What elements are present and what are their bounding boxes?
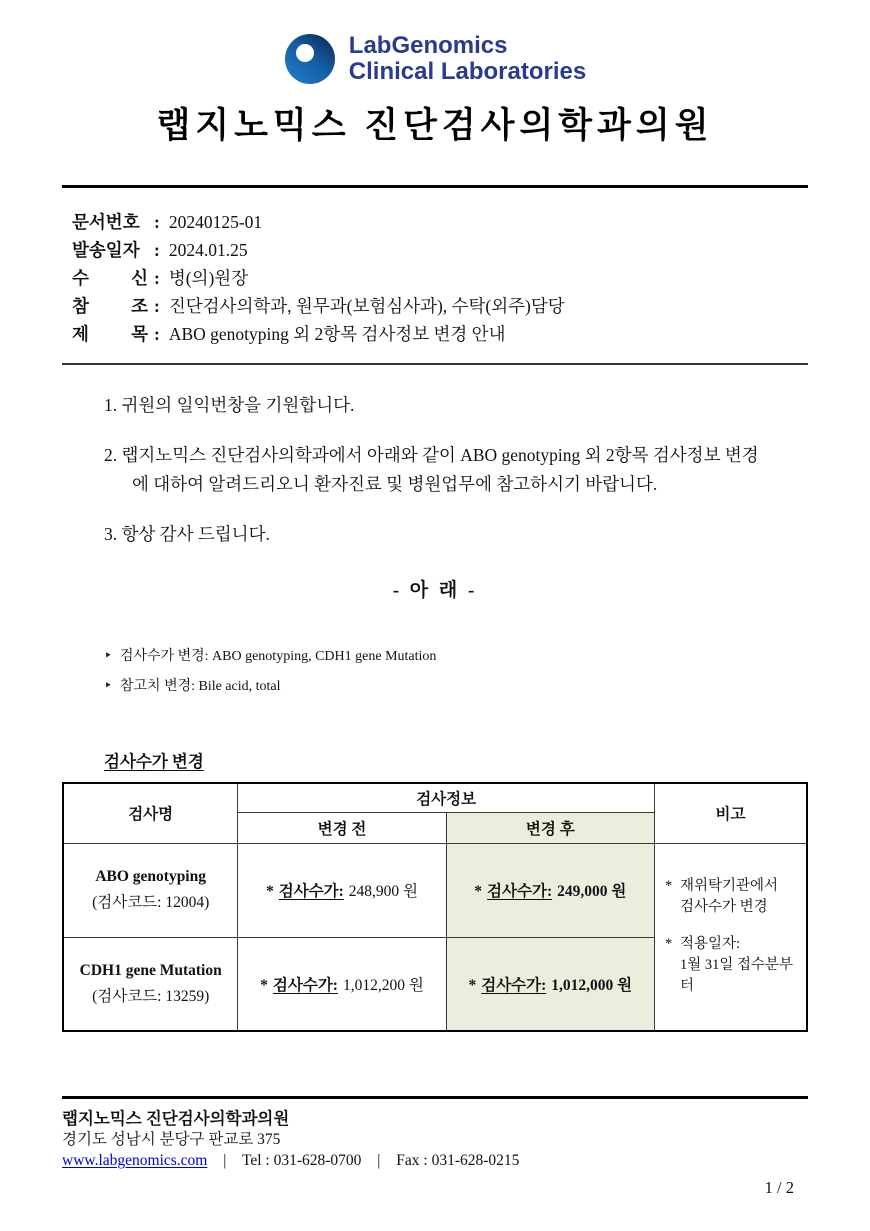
logo	[0, 0, 870, 85]
fee-label: 검사수가:	[487, 883, 553, 900]
fee-change-table	[62, 782, 808, 1032]
meta-label: 수 신	[72, 268, 148, 288]
test-code: (검사코드: 13259)	[92, 987, 210, 1005]
page-title: 랩지노믹스 진단검사의학과의원	[156, 106, 714, 145]
meta-divider	[62, 363, 808, 365]
logo-text	[349, 33, 586, 84]
column-header-test-info: 검사정보	[238, 783, 655, 812]
list-item-fee-change	[104, 642, 808, 672]
footer-fax: Fax : 031-628-0215	[396, 1152, 520, 1169]
remark-note-1	[665, 876, 800, 918]
list-item-text: 검사수가 변경: ABO genotyping, CDH1 gene Mutation	[120, 649, 437, 664]
after-fee-cell	[446, 843, 654, 937]
change-summary-list	[62, 642, 808, 702]
below-divider-label: - 아 래 -	[392, 580, 478, 601]
table-row-abo-genotyping	[63, 843, 807, 937]
top-divider	[62, 185, 808, 188]
table-section-heading: 검사수가 변경	[104, 752, 204, 771]
asterisk-marker: *	[664, 936, 673, 953]
triangle-bullet-icon: ‣	[104, 649, 113, 664]
body-text	[62, 391, 808, 549]
document-meta	[62, 208, 808, 348]
meta-label: 발송일자	[72, 240, 140, 260]
meta-value: 20240125-01	[168, 212, 263, 232]
asterisk-marker: *	[265, 883, 274, 900]
remark-note-2	[665, 934, 800, 997]
meta-label: 문서번호	[72, 212, 140, 232]
body-paragraph-2: 2. 랩지노믹스 진단검사의학과에서 아래와 같이 ABO genotyping 외 2항목 검사정보 변경에 대하여 알려드리오니 환자진료 및 병원업무에 참고하시기 바랍니다.	[104, 445, 759, 494]
test-code: (검사코드: 12004)	[92, 894, 210, 911]
fee-label: 검사수가:	[272, 976, 338, 994]
asterisk-marker: *	[260, 976, 268, 994]
asterisk-marker: *	[664, 878, 673, 895]
meta-value: 병(의)원장	[168, 268, 249, 288]
footer-divider	[62, 1096, 808, 1099]
list-item-text: 참고치 변경: Bile acid, total	[120, 679, 281, 694]
remark-line: 적용일자:	[679, 936, 741, 953]
column-header-test-name: 검사명	[63, 783, 238, 843]
fee-amount: 248,900 원	[348, 883, 419, 900]
fee-amount: 1,012,000 원	[551, 976, 633, 994]
meta-row-send-date	[72, 236, 808, 264]
remark-line: 1월 31일 접수분부터	[679, 957, 794, 995]
meta-colon: :	[154, 296, 160, 316]
remark-cell	[654, 843, 807, 1031]
before-fee-cell	[238, 843, 446, 937]
logo-line1: LabGenomics	[348, 32, 508, 60]
meta-colon: :	[154, 212, 160, 232]
fee-amount: 1,012,200 원	[342, 976, 424, 994]
meta-row-subject	[72, 320, 808, 348]
body-paragraph-3: 3. 항상 감사 드립니다.	[104, 524, 270, 544]
column-header-remark: 비고	[654, 783, 807, 843]
asterisk-marker: *	[474, 883, 483, 900]
remark-line: 재위탁기관에서	[679, 878, 779, 895]
separator: |	[377, 1152, 381, 1169]
test-name: CDH1 gene Mutation	[79, 961, 222, 979]
logo-line2: Clinical Laboratories	[348, 58, 587, 85]
page-footer	[62, 1096, 808, 1198]
asterisk-marker: *	[468, 976, 477, 994]
footer-tel: Tel : 031-628-0700	[241, 1152, 362, 1169]
before-fee-cell	[238, 937, 446, 1031]
fee-amount: 249,000 원	[557, 883, 627, 900]
meta-label: 참 조	[72, 296, 148, 316]
table-header-row-1	[63, 783, 807, 812]
test-name-cell	[63, 937, 238, 1031]
page-number: 1 / 2	[764, 1178, 794, 1197]
test-name-cell	[63, 843, 238, 937]
meta-value: ABO genotyping 외 2항목 검사정보 변경 안내	[168, 324, 506, 344]
triangle-bullet-icon: ‣	[104, 679, 113, 694]
footer-contact-line	[62, 1150, 808, 1171]
meta-colon: :	[154, 240, 160, 260]
fee-label: 검사수가:	[481, 976, 547, 994]
meta-value: 진단검사의학과, 원무과(보험심사과), 수탁(외주)담당	[168, 296, 565, 316]
meta-row-recipient	[72, 264, 808, 292]
meta-colon: :	[154, 324, 160, 344]
meta-colon: :	[154, 268, 160, 288]
separator: |	[223, 1152, 227, 1169]
column-header-after: 변경 후	[446, 812, 654, 843]
meta-row-doc-number	[72, 208, 808, 236]
after-fee-cell	[446, 937, 654, 1031]
footer-org-name: 랩지노믹스 진단검사의학과의원	[62, 1109, 290, 1128]
meta-value: 2024.01.25	[168, 240, 248, 260]
remark-line: 검사수가 변경	[679, 899, 768, 916]
website-link[interactable]: www.labgenomics.com	[62, 1152, 208, 1169]
column-header-before: 변경 전	[238, 812, 446, 843]
meta-label: 제 목	[72, 324, 148, 344]
test-name: ABO genotyping	[95, 868, 206, 885]
fee-label: 검사수가:	[278, 883, 344, 900]
body-paragraph-1: 1. 귀원의 일익번창을 기원합니다.	[104, 395, 355, 415]
footer-address: 경기도 성남시 분당구 판교로 375	[62, 1131, 281, 1148]
meta-row-cc	[72, 292, 808, 320]
list-item-reference-change	[104, 672, 808, 702]
labgenomics-logo-icon	[284, 33, 336, 85]
